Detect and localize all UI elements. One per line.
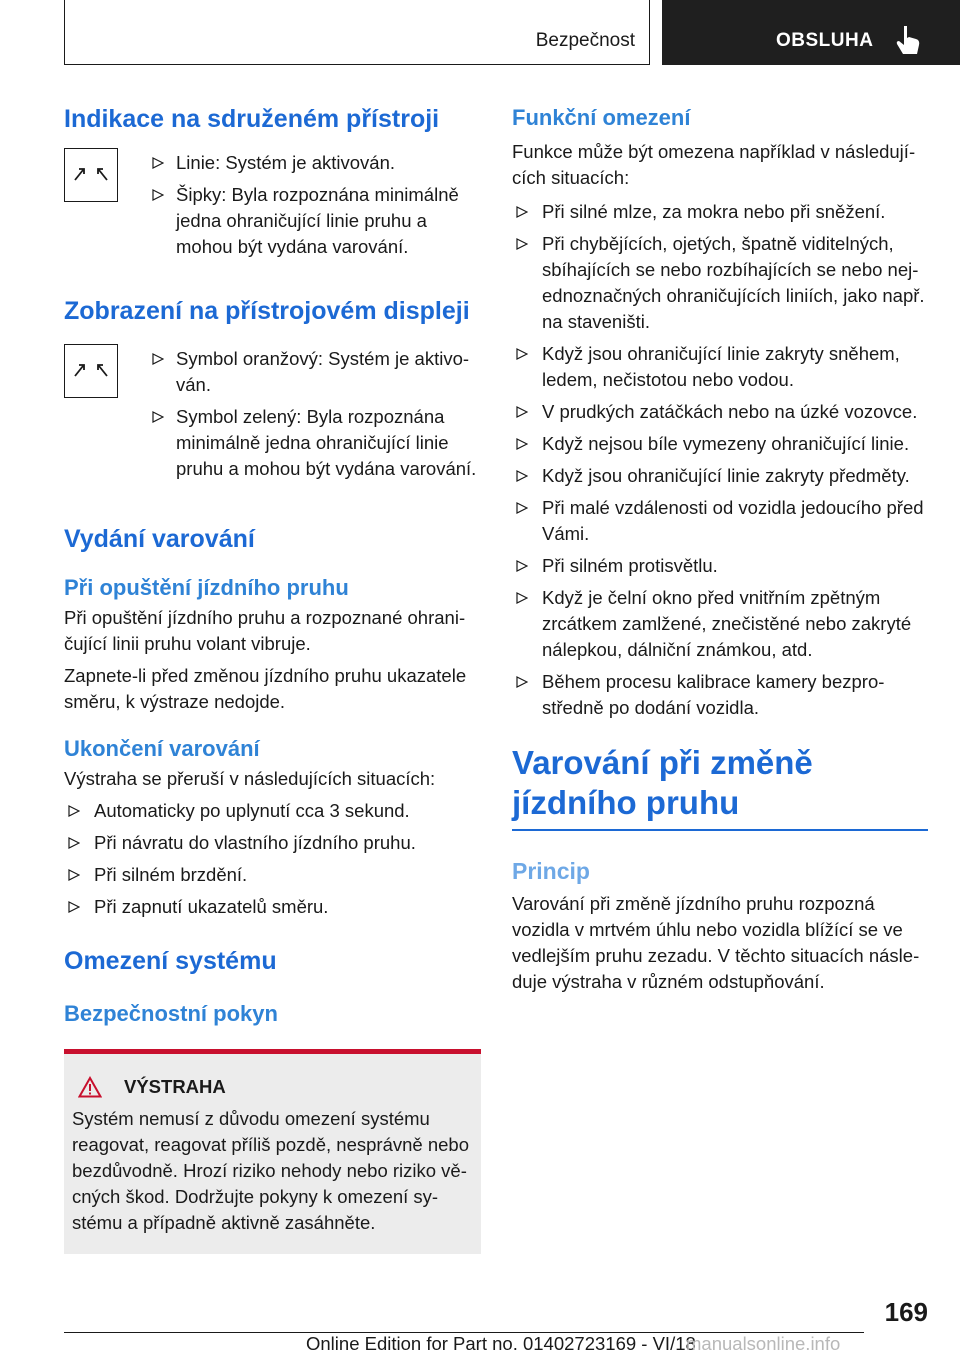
page-number: 169 [884,1297,928,1327]
list-item: Při malé vzdálenosti od vozidla jedoucího před Vámi. [512,495,928,547]
footer-watermark: manualsonline.info [686,1333,841,1354]
warning-text: Systém nemusí z důvodu omezení systému reagovat, reagovat příliš pozdě, nesprávně nebo bezdůvodně. Hrozí riziko nehody nebo riziko věcných škod. Dodržujte pokyny k omezení systému a případně aktivně zasáhněte. [72,1108,469,1233]
triangle-bullet-icon [68,837,80,849]
triangle-bullet-icon [516,348,528,360]
right-column [512,104,928,995]
triangle-bullet-icon [152,189,164,201]
triangle-bullet-icon [516,206,528,218]
subsection-title-lane-departure: Při opuštění jízdního pruhu [64,575,349,600]
triangle-bullet-icon [516,438,528,450]
triangle-bullet-icon [516,560,528,572]
subsection-title-safety-note: Bezpečnostní pokyn [64,1001,278,1026]
left-column [64,104,481,1254]
triangle-bullet-icon [68,869,80,881]
list-item: Symbol zelený: Byla rozpoznána minimálně jedna ohraničující linie pruhu a mohou být vydána varování. [148,404,481,482]
display-list [148,346,481,488]
section-title-function-limits: Funkční omezení [512,105,691,130]
warning-end-list [64,798,481,920]
list-item: Šipky: Byla rozpoznána minimálně jedna ohraničující linie pruhu a mohou být vydána varování. [148,182,481,260]
lane-symbol-box [64,148,118,202]
instrument-cluster-list [148,150,481,266]
header-chapter-label: OBSLUHA [776,30,874,51]
lane-lines-icon [71,165,111,185]
triangle-bullet-icon [152,411,164,423]
list-item: Při zapnutí ukazatelů směru. [64,894,481,920]
list-item: Když jsou ohraničující linie zakryty sněhem, ledem, nečistotou nebo vodou. [512,341,928,393]
triangle-bullet-icon [152,353,164,365]
triangle-bullet-icon [516,406,528,418]
triangle-bullet-icon [516,470,528,482]
paragraph: Výstraha se přeruší v následujících situacích: [64,768,436,789]
footer-edition: Online Edition for Part no. 01402723169 - VI/18 [306,1333,696,1354]
list-item: Když nejsou bíle vymezeny ohraničující linie. [512,431,928,457]
warning-box [64,1049,481,1254]
list-item: Během procesu kalibrace kamery bezprostředně po dodání vozidla. [512,669,928,721]
list-item: Když jsou ohraničující linie zakryty předměty. [512,463,928,489]
triangle-bullet-icon [68,901,80,913]
paragraph: Při opuštění jízdního pruhu a rozpoznané ohraničující linii pruhu volant vibruje. [64,607,466,654]
header-section-title: Bezpečnost [535,30,635,51]
list-item: Při silném brzdění. [64,862,481,888]
display-block [64,344,481,488]
section-title-instrument-cluster: Indikace na sdruženém přístroji [64,105,440,133]
lane-symbol-box [64,344,118,398]
triangle-bullet-icon [152,157,164,169]
chapter-title-lane-change-warning: Varování při změně jízdního pruhu [512,743,928,831]
instrument-cluster-block [64,148,481,266]
subsection-title-warning-end: Ukončení varování [64,736,260,761]
triangle-bullet-icon [516,676,528,688]
warning-triangle-icon [78,1076,102,1098]
list-item: Když je čelní okno před vnitřním zpětným zrcátkem zamlžené, znečistěné nebo zakryté nálepkou, dálniční známkou, atd. [512,585,928,663]
list-item: Při silném protisvětlu. [512,553,928,579]
list-item: Při návratu do vlastního jízdního pruhu. [64,830,481,856]
warning-title: VÝSTRAHA [124,1076,226,1097]
triangle-bullet-icon [516,238,528,250]
list-item: Symbol oranžový: Systém je aktivován. [148,346,481,398]
list-item: Automaticky po uplynutí cca 3 sekund. [64,798,481,824]
section-title-warning-output: Vydání varování [64,525,255,553]
warning-heading [78,1076,473,1098]
list-item: Linie: Systém je aktivován. [148,150,481,176]
subsection-title-principle: Princip [512,858,590,884]
triangle-bullet-icon [68,805,80,817]
list-item: V prudkých zatáčkách nebo na úzké vozovce. [512,399,928,425]
header-chapter-tab [662,0,960,65]
hand-pointer-icon [894,24,924,56]
lane-lines-icon [71,361,111,381]
list-item: Při silné mlze, za mokra nebo při sněžení. [512,199,928,225]
list-item: Při chybějících, ojetých, špatně viditelných, sbíhajících se nebo rozbíhajících se nebo nejednoznačných ohraničujících liniích, jako např. na staveništi. [512,231,928,335]
paragraph: Zapnete-li před změnou jízdního pruhu ukazatele směru, k výstraze nedojde. [64,665,467,712]
paragraph: Varování při změně jízdního pruhu rozpozná vozidla v mrtvém úhlu nebo vozidla blížící se ve vedlejším pruhu zezadu. V těchto situacích následuje výstraha v různém odstupňování. [512,893,920,992]
triangle-bullet-icon [516,592,528,604]
section-title-system-limits: Omezení systému [64,947,277,975]
function-limits-list [512,199,928,721]
paragraph: Funkce může být omezena například v následujících situacích: [512,141,916,188]
triangle-bullet-icon [516,502,528,514]
section-title-display: Zobrazení na přístrojovém displeji [64,297,470,325]
header-frame [64,0,650,65]
